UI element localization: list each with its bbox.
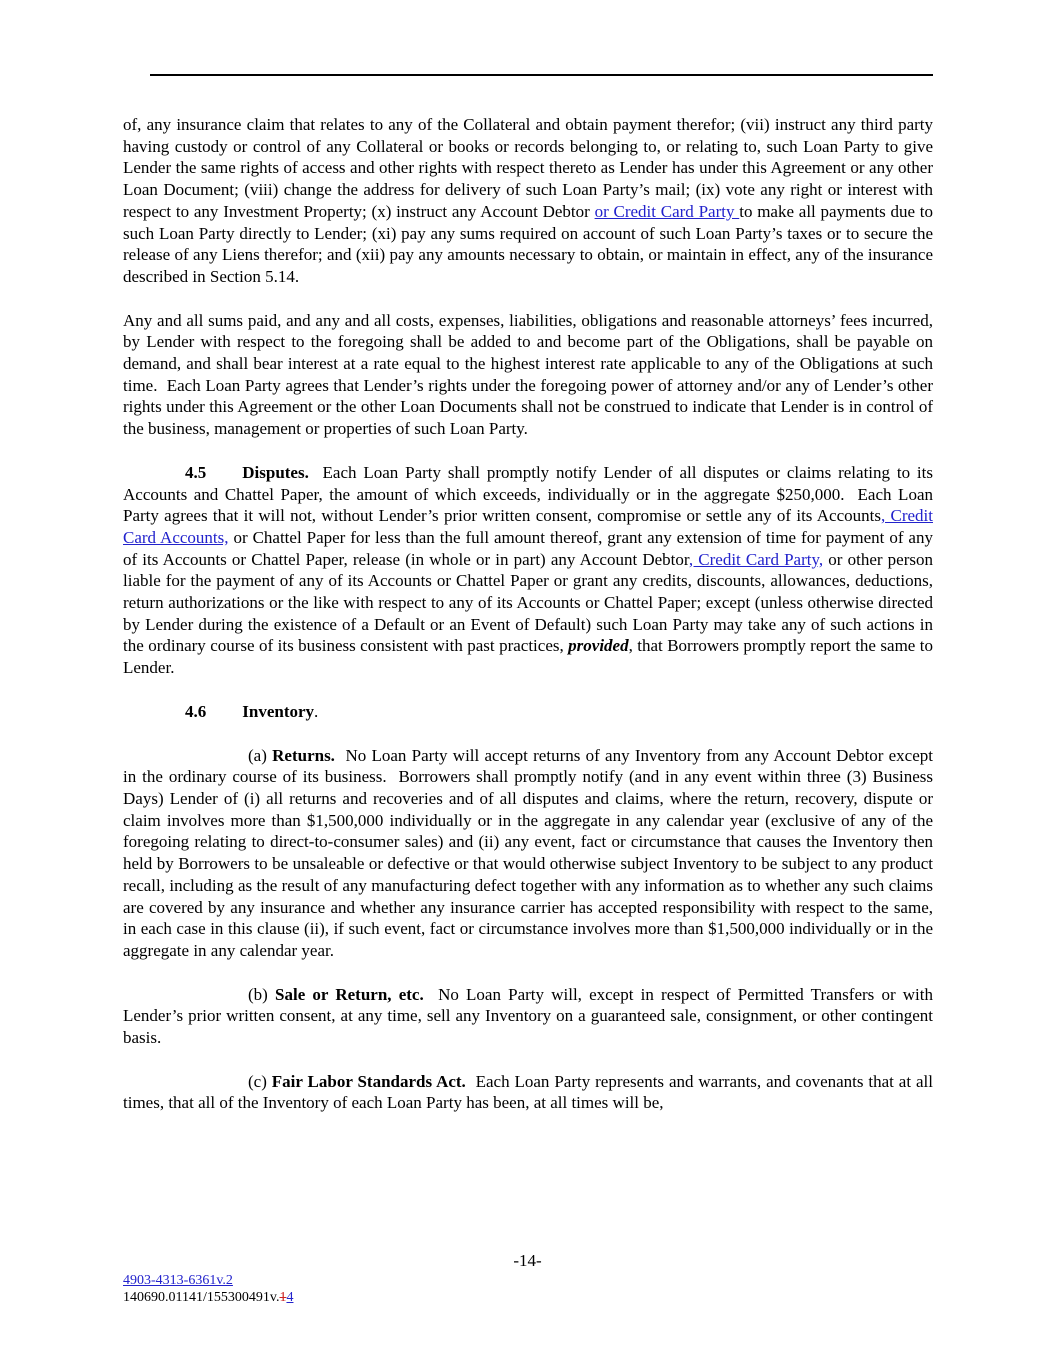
- text-run: Fair Labor Standards Act.: [271, 1071, 466, 1091]
- section-4-6-inventory-heading: [123, 701, 933, 723]
- footer-document-ids: [123, 1273, 293, 1306]
- text-run: 4.5: [185, 462, 207, 482]
- document-body: [123, 114, 933, 1136]
- text-run: provided: [568, 636, 629, 656]
- text-run: Inventory: [242, 701, 315, 721]
- footer-matter-number-line: [123, 1290, 293, 1307]
- text-run: No Loan Party will, except in respect of Permitted Transfers or with Lender’s prior written consent, at any time, sell any Inventory on a guaranteed sale, consignment, or other contingent basis.: [123, 984, 934, 1048]
- section-4-5-disputes: [123, 462, 933, 679]
- tracked-insertion-link[interactable]: , Credit Card Accounts,: [123, 506, 933, 547]
- paragraph-power-of-attorney-continuation: [123, 114, 933, 288]
- text-run: 4.6: [185, 701, 207, 721]
- text-run: Each Loan Party represents and warrants, and covenants that at all times, that all of the Inventory of each Loan Party has been, at all times will be,: [123, 1071, 933, 1113]
- text-run: No Loan Party will accept returns of any Inventory from any Account Debtor except in the ordinary course of its business. Borrowers shall promptly notify (and in any event within three (3) Business Days) Lender of (i) all returns and recoveries and of all disputes and claims, where the return, recovery, dispute or claim involves more than $1,500,000 individually or in the aggregate in any calendar year (exclusive of any of the foregoing relating to direct-to-consumer sales) and (ii) any event, fact or circumstance that causes the Inventory then held by Borrowers to be unsaleable or defective or that would otherwise subject Inventory to be subject to any product recall, including as the result of any manufacturing defect together with any information as to whether any such claims are covered by any insurance and whether any insurance carrier has accepted responsibility with respect to the same, in each case in this clause (ii), if such event, fact or circumstance involves more than $1,500,000 individually or in the aggregate in any calendar year.: [123, 745, 933, 960]
- subsection-c-fair-labor-standards-act: [123, 1071, 933, 1114]
- text-run: Sale or Return, etc.: [275, 984, 424, 1004]
- text-run: (a): [248, 745, 273, 765]
- tracked-insertion-link[interactable]: , Credit Card Party,: [688, 549, 824, 569]
- text-run: , that Borrowers promptly report the same to Lender.: [123, 636, 933, 678]
- text-run: (c): [248, 1071, 272, 1091]
- text-run: Disputes.: [242, 462, 309, 482]
- text-run: Returns.: [272, 745, 335, 765]
- text-run: or other person liable for the payment of any of its Accounts or Chattel Paper or grant any credits, discounts, allowances, deductions, return authorizations or the like with respect to any of its Accounts or Chattel Paper; except (unless otherwise directed by Lender during the existence of a Default or an Event of Default) such Loan Party may take any of such actions in the ordinary course of its business consistent with past practices,: [123, 549, 933, 656]
- subsection-b-sale-or-return: [123, 984, 933, 1049]
- subsection-a-returns: [123, 745, 933, 962]
- paragraph-sums-paid-obligations: [123, 310, 933, 440]
- deleted-version-number: 1: [279, 1289, 287, 1305]
- inserted-version-link[interactable]: 4: [286, 1289, 294, 1305]
- text-run: or Chattel Paper for less than the full amount thereof, grant any extension of time for payment of any of its Accounts or Chattel Paper, release (in whole or in part) any Account Debtor: [123, 527, 933, 569]
- page-number: -14-: [513, 1251, 542, 1270]
- header-separator-rule: [150, 74, 933, 76]
- doc-id-link[interactable]: 4903-4313-6361v.2: [123, 1273, 233, 1288]
- tracked-insertion-link[interactable]: or Credit Card Party: [594, 201, 740, 221]
- text-run: to make all payments due to such Loan Party directly to Lender; (xi) pay any sums required on account of such Loan Party’s taxes or to secure the release of any Liens therefor; and (xii) pay any amounts necessary to obtain, or maintain in effect, any of the insurance described in Section 5.14.: [123, 201, 933, 286]
- text-run: Any and all sums paid, and any and all costs, expenses, liabilities, obligations and reasonable attorneys’ fees incurred, by Lender with respect to the foregoing shall be added to and become part of the Obligations, shall be payable on demand, and shall bear interest at a rate equal to the highest interest rate applicable to any of the Obligations at such time. Each Loan Party agrees that Lender’s rights under the foregoing power of attorney and/or any of Lender’s other rights under this Agreement or the other Loan Documents shall not be construed to indicate that Lender is in control of the business, management or properties of such Loan Party.: [123, 310, 933, 439]
- text-run: (b): [248, 984, 276, 1004]
- text-run: .: [314, 701, 319, 721]
- text-run: Each Loan Party shall promptly notify Lender of all disputes or claims relating to its Accounts and Chattel Paper, the amount of which exceeds, individually or in the aggregate $250,000. Each Loan Party agrees that it will not, without Lender’s prior written consent, compromise or settle any of its Accounts: [123, 462, 933, 526]
- footer-doc-id-line: [123, 1273, 293, 1290]
- matter-number-prefix: 140690.01141/155300491v.: [123, 1289, 280, 1305]
- text-run: of, any insurance claim that relates to any of the Collateral and obtain payment therefor; (vii) instruct any third party having custody or control of any Collateral or books or records belonging to, or relating to, such Loan Party to give Lender the same rights of access and other rights with respect thereto as Lender has under this Agreement or any other Loan Document; (viii) change the address for delivery of such Loan Party’s mail; (ix) vote any right or interest with respect to any Investment Property; (x) instruct any Account Debtor: [123, 115, 933, 221]
